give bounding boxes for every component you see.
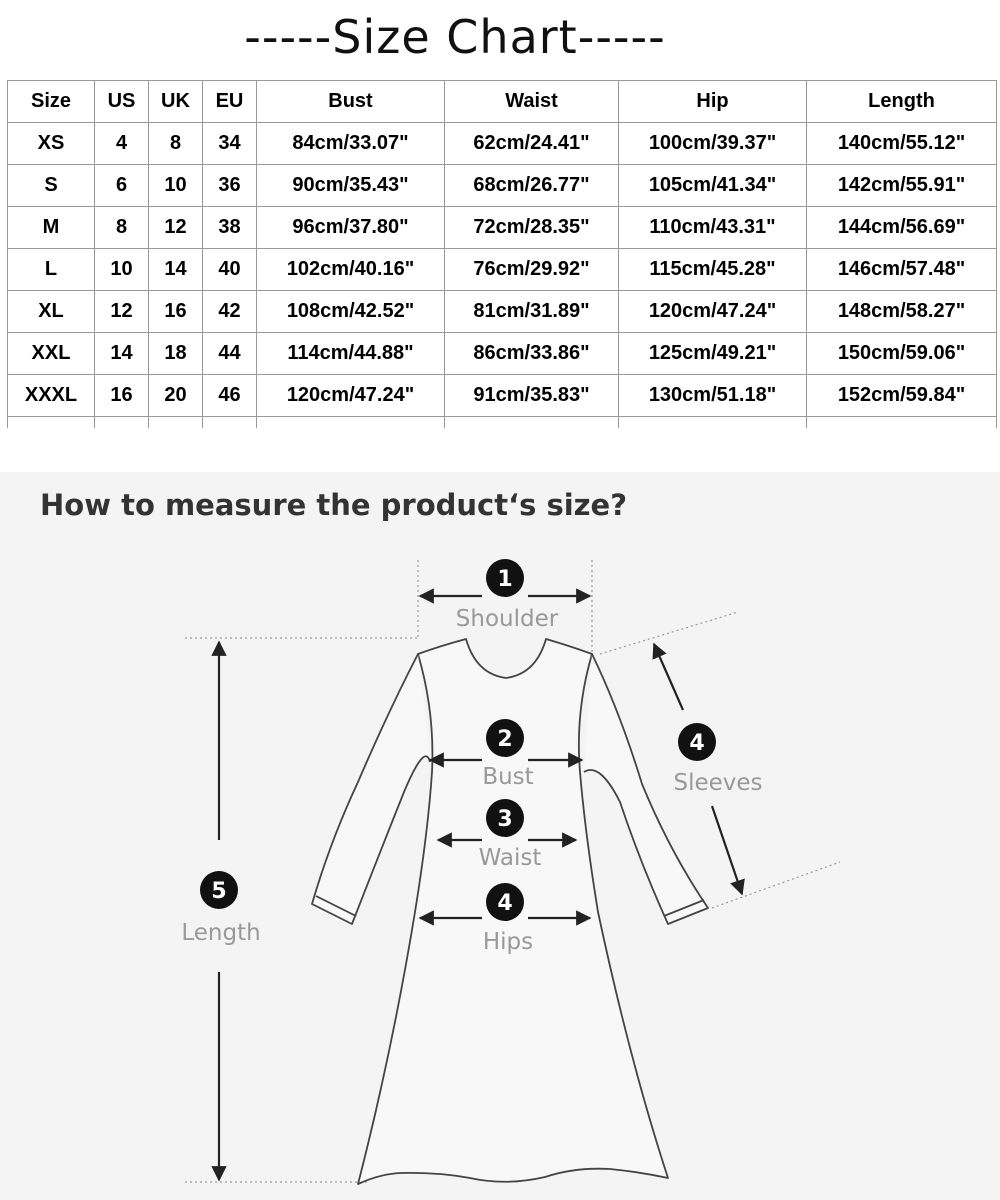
table-cell: 84cm/33.07" bbox=[257, 123, 445, 165]
sleeve-arrow-down bbox=[712, 806, 742, 894]
table-cell: 20 bbox=[149, 375, 203, 417]
table-cell: 36 bbox=[203, 165, 257, 207]
table-row bbox=[8, 291, 997, 333]
table-cell: 40 bbox=[203, 249, 257, 291]
page-title: -----Size Chart----- bbox=[244, 10, 666, 64]
column-header-hip: Hip bbox=[619, 81, 807, 123]
table-cell: XL bbox=[8, 291, 95, 333]
sleeves-label: Sleeves bbox=[673, 770, 763, 796]
sleeve-arrow-up bbox=[654, 644, 683, 710]
table-row bbox=[8, 375, 997, 417]
table-body bbox=[8, 123, 997, 429]
size-chart-table bbox=[7, 80, 997, 428]
table-cell: 12 bbox=[95, 291, 149, 333]
table-row bbox=[8, 249, 997, 291]
table-cell: 152cm/59.84" bbox=[807, 375, 997, 417]
left-sleeve bbox=[312, 654, 430, 924]
table-cell: 42 bbox=[203, 291, 257, 333]
table-cell: S bbox=[8, 165, 95, 207]
table-cell-empty bbox=[95, 417, 149, 429]
table-row bbox=[8, 207, 997, 249]
table-cell: 146cm/57.48" bbox=[807, 249, 997, 291]
table-cell: 105cm/41.34" bbox=[619, 165, 807, 207]
measure-guide-title: How to measure the product‘s size? bbox=[40, 488, 628, 522]
table-cell: 8 bbox=[149, 123, 203, 165]
table-cell: 86cm/33.86" bbox=[445, 333, 619, 375]
table-cell: 62cm/24.41" bbox=[445, 123, 619, 165]
table-cell: 34 bbox=[203, 123, 257, 165]
column-header-uk: UK bbox=[149, 81, 203, 123]
column-header-bust: Bust bbox=[257, 81, 445, 123]
table-cell: 120cm/47.24" bbox=[257, 375, 445, 417]
table-cell: 8 bbox=[95, 207, 149, 249]
hips-label: Hips bbox=[482, 929, 534, 955]
badge-5-number: 5 bbox=[211, 879, 227, 904]
table-cell-empty bbox=[149, 417, 203, 429]
table-header-row bbox=[8, 81, 997, 123]
table-cell: XXXL bbox=[8, 375, 95, 417]
table-row bbox=[8, 165, 997, 207]
table-cell: 140cm/55.12" bbox=[807, 123, 997, 165]
table-cell: 16 bbox=[149, 291, 203, 333]
table-row-partial bbox=[8, 417, 997, 429]
waist-label: Waist bbox=[478, 845, 542, 871]
table-cell: 44 bbox=[203, 333, 257, 375]
badge-4-hips bbox=[486, 883, 524, 921]
table-cell: 76cm/29.92" bbox=[445, 249, 619, 291]
bust-label: Bust bbox=[482, 764, 534, 790]
table-cell: 90cm/35.43" bbox=[257, 165, 445, 207]
table-row bbox=[8, 333, 997, 375]
table-cell: L bbox=[8, 249, 95, 291]
table-cell: 108cm/42.52" bbox=[257, 291, 445, 333]
table-cell: 96cm/37.80" bbox=[257, 207, 445, 249]
badge-4-sleeves-number: 4 bbox=[689, 731, 705, 756]
badge-2-number: 2 bbox=[497, 727, 513, 752]
badge-3-number: 3 bbox=[497, 807, 513, 832]
table-cell-empty bbox=[807, 417, 997, 429]
table-cell: XXL bbox=[8, 333, 95, 375]
measure-guide-panel bbox=[0, 472, 1000, 1200]
table-cell: 12 bbox=[149, 207, 203, 249]
shoulder-label: Shoulder bbox=[455, 606, 559, 632]
table-cell-empty bbox=[257, 417, 445, 429]
badge-3 bbox=[486, 799, 524, 837]
column-header-waist: Waist bbox=[445, 81, 619, 123]
table-cell: 14 bbox=[149, 249, 203, 291]
dress-measurement-diagram bbox=[0, 472, 1000, 1200]
table-cell: 16 bbox=[95, 375, 149, 417]
table-row bbox=[8, 123, 997, 165]
table-cell: 10 bbox=[149, 165, 203, 207]
table-cell: 68cm/26.77" bbox=[445, 165, 619, 207]
table-cell: 120cm/47.24" bbox=[619, 291, 807, 333]
length-label: Length bbox=[181, 920, 261, 946]
table-cell: 100cm/39.37" bbox=[619, 123, 807, 165]
table-cell: 14 bbox=[95, 333, 149, 375]
badge-1 bbox=[486, 559, 524, 597]
column-header-eu: EU bbox=[203, 81, 257, 123]
table-cell: 110cm/43.31" bbox=[619, 207, 807, 249]
table-cell: 114cm/44.88" bbox=[257, 333, 445, 375]
table-cell: 38 bbox=[203, 207, 257, 249]
badge-4-hips-number: 4 bbox=[497, 891, 513, 916]
table-cell-empty bbox=[8, 417, 95, 429]
column-header-size: Size bbox=[8, 81, 95, 123]
table-cell: 150cm/59.06" bbox=[807, 333, 997, 375]
table-cell: 115cm/45.28" bbox=[619, 249, 807, 291]
table-cell: 18 bbox=[149, 333, 203, 375]
table-cell: 142cm/55.91" bbox=[807, 165, 997, 207]
table-cell: 46 bbox=[203, 375, 257, 417]
badge-2 bbox=[486, 719, 524, 757]
table-cell-empty bbox=[445, 417, 619, 429]
table-cell: M bbox=[8, 207, 95, 249]
table-cell-empty bbox=[619, 417, 807, 429]
badge-1-number: 1 bbox=[497, 567, 513, 592]
table-cell-empty bbox=[203, 417, 257, 429]
table-cell: 4 bbox=[95, 123, 149, 165]
table-cell: 10 bbox=[95, 249, 149, 291]
badge-5 bbox=[200, 871, 238, 909]
column-header-us: US bbox=[95, 81, 149, 123]
table-cell: 148cm/58.27" bbox=[807, 291, 997, 333]
table-cell: 91cm/35.83" bbox=[445, 375, 619, 417]
table-cell: 130cm/51.18" bbox=[619, 375, 807, 417]
column-header-length: Length bbox=[807, 81, 997, 123]
table-cell: 144cm/56.69" bbox=[807, 207, 997, 249]
size-chart-table-container bbox=[7, 80, 997, 428]
table-cell: 102cm/40.16" bbox=[257, 249, 445, 291]
table-cell: 125cm/49.21" bbox=[619, 333, 807, 375]
table-cell: 81cm/31.89" bbox=[445, 291, 619, 333]
table-cell: 72cm/28.35" bbox=[445, 207, 619, 249]
badge-4-sleeves bbox=[678, 723, 716, 761]
table-cell: XS bbox=[8, 123, 95, 165]
table-cell: 6 bbox=[95, 165, 149, 207]
